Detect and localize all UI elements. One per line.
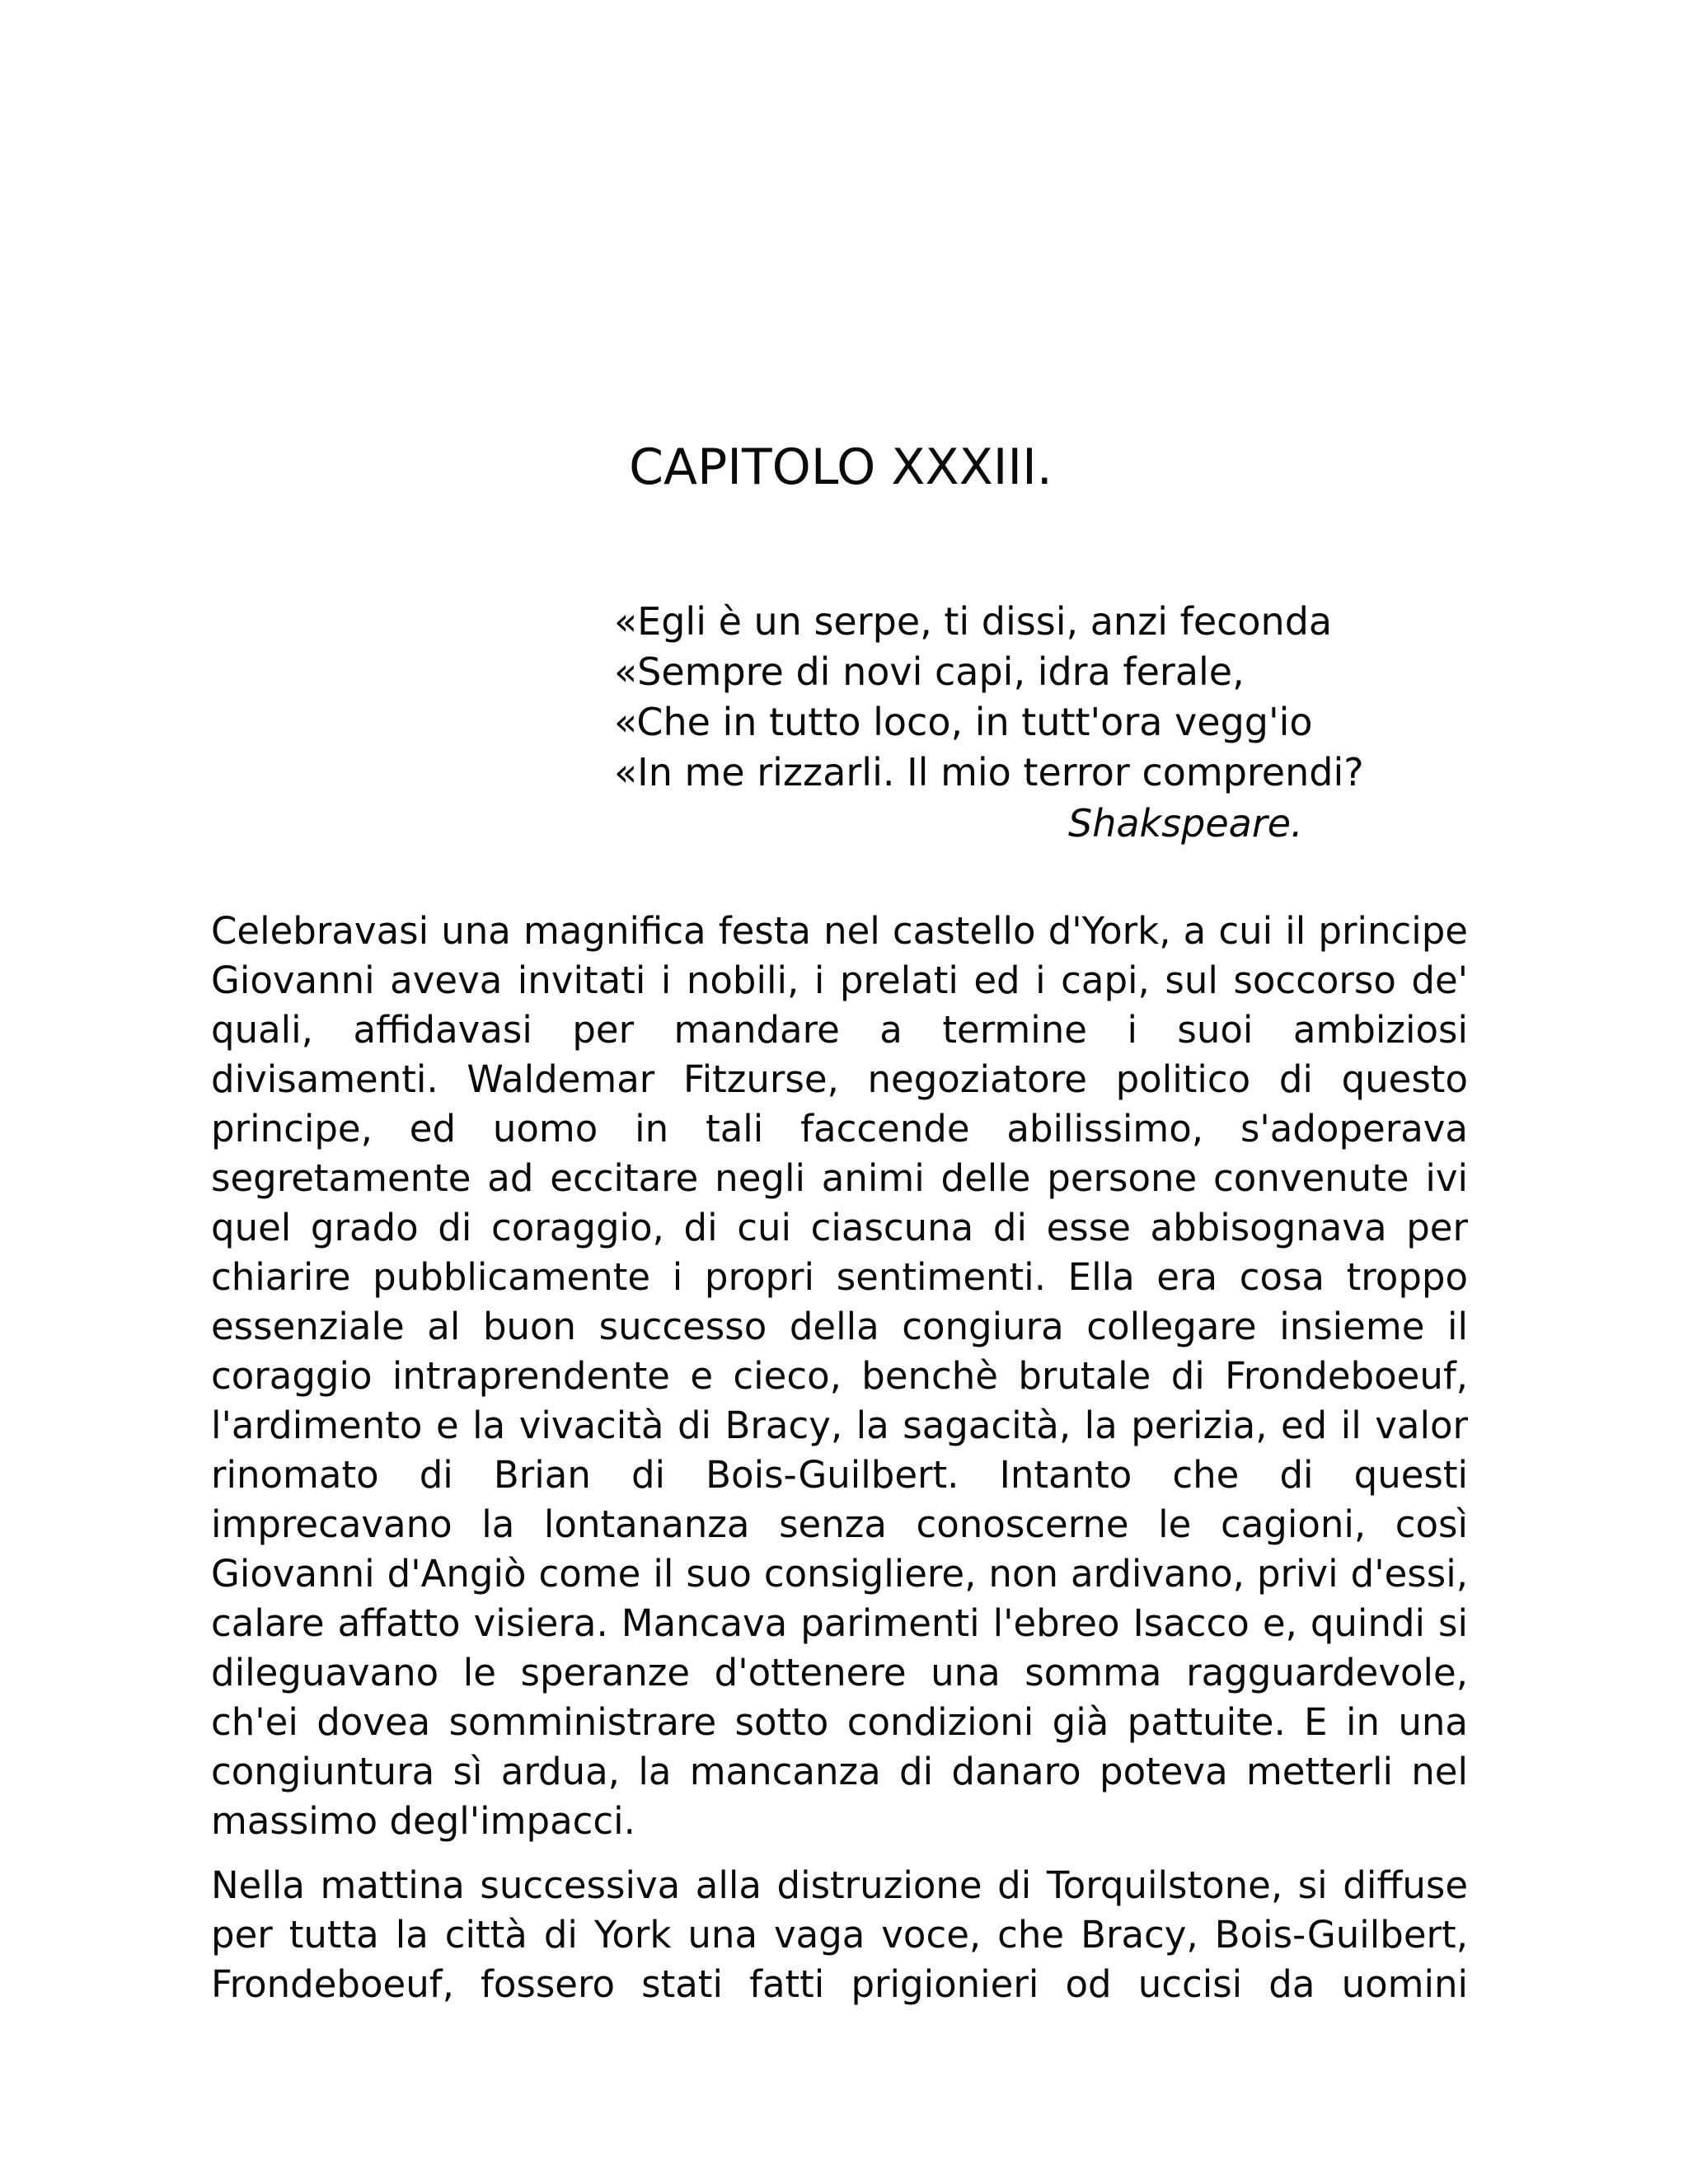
epigraph-line: «Sempre di novi capi, idra ferale, [614, 649, 1245, 694]
epigraph-line: «Egli è un serpe, ti dissi, anzi feconda [614, 599, 1333, 644]
epigraph-line: «In me rizzarli. Il mio terror comprendi? [614, 750, 1364, 794]
body-paragraph: Nella mattina successiva alla distruzione di Torquilstone, si diffuse per tutta la città di York una vaga voce, che Bracy, Bois-Guilbert, Frondeboeuf, fossero stati fatti prigionieri od uccisi da uomini [211, 1863, 1468, 2006]
epigraph-attribution: Shakspeare. [1068, 801, 1303, 846]
chapter-title: CAPITOLO XXXIII. [629, 438, 1053, 496]
epigraph-line: «Che in tutto loco, in tutt'ora vegg'io [614, 700, 1313, 744]
epigraph [614, 597, 1438, 798]
chapter-body [211, 907, 1468, 2024]
body-paragraph: Celebravasi una magnifica festa nel castello d'York, a cui il principe Giovanni aveva invitati i nobili, i prelati ed i capi, sul soccorso de' quali, affidavasi per mandare a termine i suoi ambiziosi divisamenti. Waldemar Fitzurse, negoziatore politico di questo principe, ed uomo in tali faccende abilissimo, s'adoperava segretamente ad eccitare negli animi delle persone convenute ivi quel grado di coraggio, di cui ciascuna di esse abbisognava per chiarire pubblicamente i propri sentimenti. Ella era cosa troppo essenziale al buon successo della congiura collegare insieme il coraggio intraprendente e cieco, benchè brutale di Frondeboeuf, l'ardimento e la vivacità di Bracy, la sagacità, la perizia, ed il valor rinomato di Brian di Bois-Guilbert. Intanto che di questi imprecavano la lontananza senza conoscerne le cagioni, così Giovanni d'Angiò come il suo consigliere, non ardivano, privi d'essi, calare affatto visiera. Mancava parimenti l'ebreo Isacco e, quindi si dileguavano le speranze d'ottenere una somma ragguardevole, ch'ei dovea somministrare sotto condizioni già pattuite. E in una congiuntura sì ardua, la mancanza di danaro poteva metterli nel massimo degl'impacci. [211, 909, 1468, 1843]
